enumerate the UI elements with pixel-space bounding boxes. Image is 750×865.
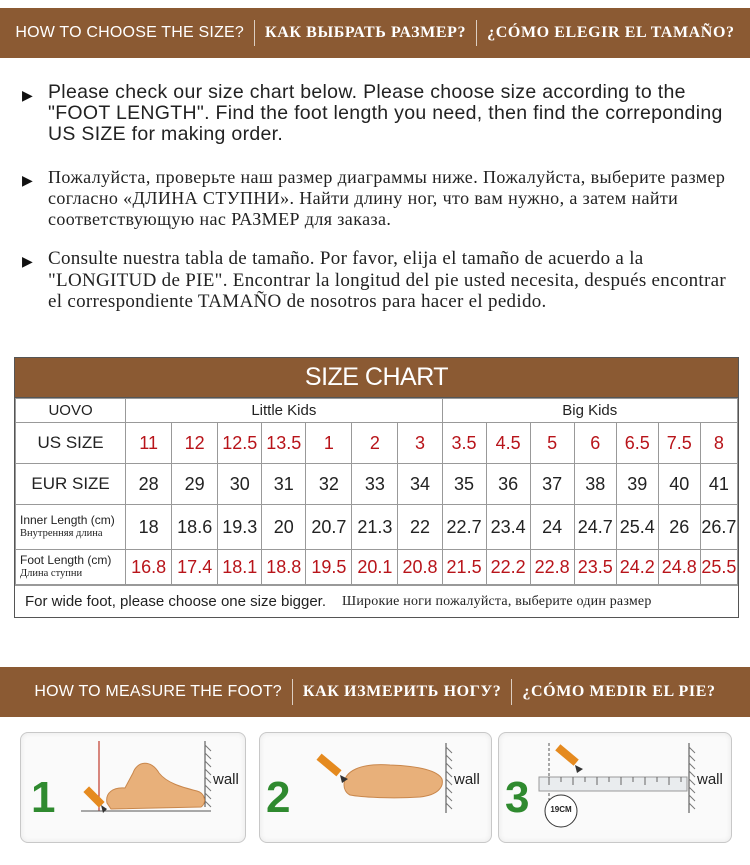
inner-length-label-en: Inner Length (cm)	[20, 513, 115, 527]
size-group-row	[16, 399, 738, 423]
foot-length-cell: 18.8	[262, 550, 306, 585]
us-size-cell: 4.5	[486, 423, 530, 464]
bullet-triangle-icon: ▶	[22, 87, 33, 103]
eur-size-cell: 35	[442, 464, 486, 505]
inner-length-cell: 24.7	[574, 505, 616, 550]
eur-size-label: EUR SIZE	[16, 464, 126, 505]
choose-size-banner	[0, 8, 750, 58]
eur-size-cell: 40	[658, 464, 700, 505]
measure-foot-banner	[0, 667, 750, 717]
inner-length-cell: 20.7	[306, 505, 352, 550]
pencil-icon	[316, 754, 348, 783]
us-size-cell: 5	[530, 423, 574, 464]
banner-title-es: ¿CÓMO ELEGIR EL TAMAÑO?	[487, 24, 735, 41]
inner-length-row	[16, 505, 738, 550]
foot-length-cell: 20.8	[398, 550, 442, 585]
inner-length-cell: 25.4	[616, 505, 658, 550]
size-chart	[14, 357, 739, 618]
foot-length-cell: 17.4	[172, 550, 218, 585]
eur-size-cell: 39	[616, 464, 658, 505]
foot-length-label-en: Foot Length (cm)	[20, 553, 112, 567]
step-number: 2	[266, 773, 291, 822]
inner-length-cell: 18	[126, 505, 172, 550]
us-size-cell: 7.5	[658, 423, 700, 464]
size-table	[15, 398, 738, 585]
pencil-icon	[83, 786, 107, 813]
measure-title-es: ¿CÓMO MEDIR EL PIE?	[522, 683, 716, 700]
inner-length-cell: 21.3	[352, 505, 398, 550]
instruction-en	[22, 82, 742, 145]
bullet-triangle-icon: ▶	[22, 172, 33, 188]
foot-length-cell: 22.2	[486, 550, 530, 585]
inner-length-cell: 26.7	[700, 505, 737, 550]
foot-length-label-ru: Длина ступни	[20, 568, 83, 579]
measure-title-ru: КАК ИЗМЕРИТЬ НОГУ?	[302, 683, 502, 700]
us-size-cell: 6.5	[616, 423, 658, 464]
foot-length-cell: 23.5	[574, 550, 616, 585]
measure-step-1	[20, 732, 246, 843]
foot-length-cell: 18.1	[218, 550, 262, 585]
instruction-text-es: Consulte nuestra tabla de tamaño. Por favor, elija el tamaño de acuerdo a la "LONGITUD de PIE". Encontrar la longitud del pie usted necesita, después encontrar el correspondiente TAMAÑO de nosotros para hacer el pedido.	[48, 248, 726, 312]
us-size-cell: 12	[172, 423, 218, 464]
us-size-cell: 3	[398, 423, 442, 464]
us-size-cell: 2	[352, 423, 398, 464]
little-kids-header: Little Kids	[126, 399, 442, 423]
foot-length-cell: 21.5	[442, 550, 486, 585]
inner-length-label	[16, 505, 126, 550]
wide-foot-note-ru: Широкие ноги пожалуйста, выберите один размер	[342, 593, 652, 609]
instruction-es	[22, 248, 742, 313]
wide-foot-note	[15, 585, 738, 617]
inner-length-cell: 22.7	[442, 505, 486, 550]
eur-size-cell: 41	[700, 464, 737, 505]
eur-size-cell: 34	[398, 464, 442, 505]
foot-length-row	[16, 550, 738, 585]
measure-step-2	[259, 732, 492, 843]
eur-size-row	[16, 464, 738, 505]
eur-size-cell: 28	[126, 464, 172, 505]
inner-length-cell: 24	[530, 505, 574, 550]
inner-length-cell: 23.4	[486, 505, 530, 550]
banner-divider	[292, 679, 293, 705]
instruction-text-en: Please check our size chart below. Please choose size according to the "FOOT LENGTH". Find the foot length you need, then find the correponding US SIZE for making order.	[48, 81, 723, 145]
banner-title-en: HOW TO CHOOSE THE SIZE?	[15, 24, 245, 41]
step-number: 1	[31, 773, 56, 822]
step-number: 3	[505, 773, 530, 822]
brand-cell: UOVO	[16, 399, 126, 423]
inner-length-cell: 19.3	[218, 505, 262, 550]
big-kids-header: Big Kids	[442, 399, 737, 423]
foot-length-label	[16, 550, 126, 585]
banner-divider	[254, 20, 255, 46]
us-size-row	[16, 423, 738, 464]
bullet-triangle-icon: ▶	[22, 253, 33, 269]
eur-size-cell: 38	[574, 464, 616, 505]
banner-title-ru: КАК ВЫБРАТЬ РАЗМЕР?	[265, 24, 467, 41]
us-size-cell: 8	[700, 423, 737, 464]
foot-length-cell: 24.8	[658, 550, 700, 585]
eur-size-cell: 33	[352, 464, 398, 505]
pencil-icon	[555, 744, 583, 773]
measure-value-label: 19CM	[550, 805, 572, 814]
inner-length-label-ru: Внутренняя длина	[20, 528, 103, 539]
eur-size-cell: 29	[172, 464, 218, 505]
inner-length-cell: 22	[398, 505, 442, 550]
us-size-cell: 13.5	[262, 423, 306, 464]
foot-length-cell: 16.8	[126, 550, 172, 585]
inner-length-cell: 18.6	[172, 505, 218, 550]
wide-foot-note-en: For wide foot, please choose one size bigger.	[25, 593, 327, 610]
us-size-cell: 11	[126, 423, 172, 464]
eur-size-cell: 31	[262, 464, 306, 505]
wall-label: wall	[697, 771, 723, 788]
us-size-label: US SIZE	[16, 423, 126, 464]
measure-step-3	[498, 732, 732, 843]
wall-label: wall	[454, 771, 480, 788]
banner-divider	[511, 679, 512, 705]
eur-size-cell: 32	[306, 464, 352, 505]
banner-divider	[476, 20, 477, 46]
us-size-cell: 1	[306, 423, 352, 464]
inner-length-cell: 26	[658, 505, 700, 550]
size-chart-title: SIZE CHART	[15, 358, 738, 398]
foot-length-cell: 22.8	[530, 550, 574, 585]
side-foot-illustration	[21, 733, 245, 842]
eur-size-cell: 30	[218, 464, 262, 505]
instruction-ru	[22, 167, 742, 230]
instruction-text-ru: Пожалуйста, проверьте наш размер диаграммы ниже. Пожалуйста, выберите размер согласно «ДЛИНА СТУПНИ». Найти длину ног, что вам нужно, а затем найти соответствующую нас РАЗМЕР для заказа.	[48, 167, 726, 229]
foot-length-cell: 19.5	[306, 550, 352, 585]
inner-length-cell: 20	[262, 505, 306, 550]
eur-size-cell: 37	[530, 464, 574, 505]
foot-length-cell: 24.2	[616, 550, 658, 585]
wall-label: wall	[213, 771, 239, 788]
foot-length-cell: 20.1	[352, 550, 398, 585]
us-size-cell: 6	[574, 423, 616, 464]
us-size-cell: 12.5	[218, 423, 262, 464]
eur-size-cell: 36	[486, 464, 530, 505]
measure-title-en: HOW TO MEASURE THE FOOT?	[34, 683, 282, 700]
foot-length-cell: 25.5	[700, 550, 737, 585]
us-size-cell: 3.5	[442, 423, 486, 464]
